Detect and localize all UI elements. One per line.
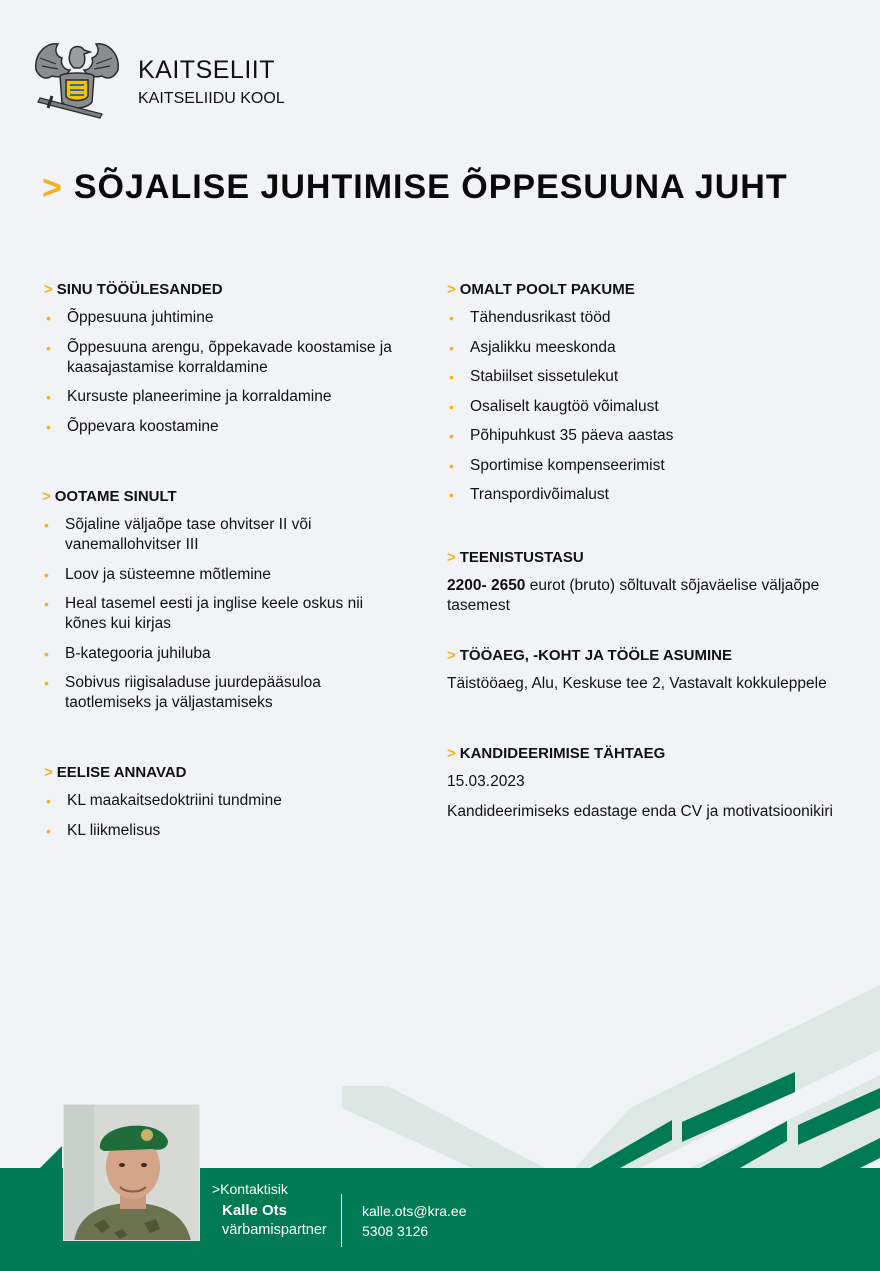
list-item: • Loov ja süsteemne mõtlemine [42, 565, 402, 585]
deadline-date: 15.03.2023 [447, 773, 525, 790]
list-item: • KL maakaitsedoktriini tundmine [44, 791, 404, 811]
list-item: • Asjalikku meeskonda [447, 338, 827, 358]
page-title-row [42, 168, 788, 207]
list-item: • Sõjaline väljaõpe tase ohvitser II või vanemallohvitser III [42, 515, 402, 555]
section-heading: > OMALT POOLT PAKUME [447, 281, 635, 298]
section-heading: > TEENISTUSTASU [447, 549, 584, 566]
section-heading: > KANDIDEERIMISE TÄHTAEG [447, 745, 666, 762]
list-item: • Õppesuuna juhtimine [44, 308, 404, 328]
section-heading: > OOTAME SINULT [42, 488, 177, 505]
contact-email-link[interactable]: kalle.ots@kra.ee [362, 1203, 467, 1219]
expect-list [42, 515, 402, 713]
org-name: KAITSELIIT [138, 56, 275, 84]
salary-text: 2200- 2650 eurot (bruto) sõltuvalt sõjaväelise väljaõpe tasemest [447, 577, 820, 614]
list-item: • Õppesuuna arengu, õppekavade koostamise ja kaasajastamise korraldamine [44, 338, 404, 378]
section-offer [447, 281, 827, 515]
eagle-crest-icon [30, 36, 124, 124]
section-deadline [447, 745, 837, 822]
list-item: • B-kategooria juhiluba [42, 644, 402, 664]
worktime-text: Täistööaeg, Alu, Keskuse tee 2, Vastavalt kokkuleppele [447, 675, 827, 692]
section-salary [447, 549, 837, 616]
list-item: • Sportimise kompenseerimist [447, 456, 827, 476]
list-item: • Sobivus riigisaladuse juurdepääsuloa taotlemiseks ja väljastamiseks [42, 673, 402, 713]
section-expect [42, 488, 402, 723]
title-arrow: > [42, 168, 62, 207]
contact-role: värbamispartner [222, 1222, 327, 1238]
section-heading: > SINU TÖÖÜLESANDED [44, 281, 223, 298]
page-title: SÕJALISE JUHTIMISE ÕPPESUUNA JUHT [73, 168, 788, 206]
list-item: • Transpordivõimalust [447, 485, 827, 505]
org-subtitle: KAITSELIIDU KOOL [138, 90, 285, 107]
tasks-list [44, 308, 404, 437]
section-heading: > EELISE ANNAVAD [44, 764, 187, 781]
list-item: • Osaliselt kaugtöö võimalust [447, 397, 827, 417]
salary-amount: 2200- 2650 [447, 577, 526, 594]
section-worktime [447, 647, 837, 694]
list-item: • Stabiilset sissetulekut [447, 367, 827, 387]
contact-phone-link[interactable]: 5308 3126 [362, 1223, 429, 1239]
list-item: • Heal tasemel eesti ja inglise keele oskus nii kõnes kui kirjas [42, 594, 402, 634]
list-item: • KL liikmelisus [44, 821, 404, 841]
deadline-note: Kandideerimiseks edastage enda CV ja motivatsioonikiri [447, 803, 833, 820]
kaitseliit-logo [30, 36, 124, 124]
advantage-list [44, 791, 404, 841]
section-heading: > TÖÖAEG, -KOHT JA TÖÖLE ASUMINE [447, 647, 732, 664]
list-item: • Tähendusrikast tööd [447, 308, 827, 328]
section-advantage [44, 764, 404, 850]
offer-list [447, 308, 827, 505]
contact-label: >Kontaktisik [212, 1181, 288, 1197]
list-item: • Kursuste planeerimine ja korraldamine [44, 387, 404, 407]
list-item: • Õppevara koostamine [44, 417, 404, 437]
list-item: • Põhipuhkust 35 päeva aastas [447, 426, 827, 446]
contact-photo [63, 1104, 200, 1241]
contact-divider [341, 1194, 342, 1247]
person-avatar-icon [64, 1105, 200, 1241]
contact-name: Kalle Ots [222, 1202, 288, 1219]
section-tasks [44, 281, 404, 446]
